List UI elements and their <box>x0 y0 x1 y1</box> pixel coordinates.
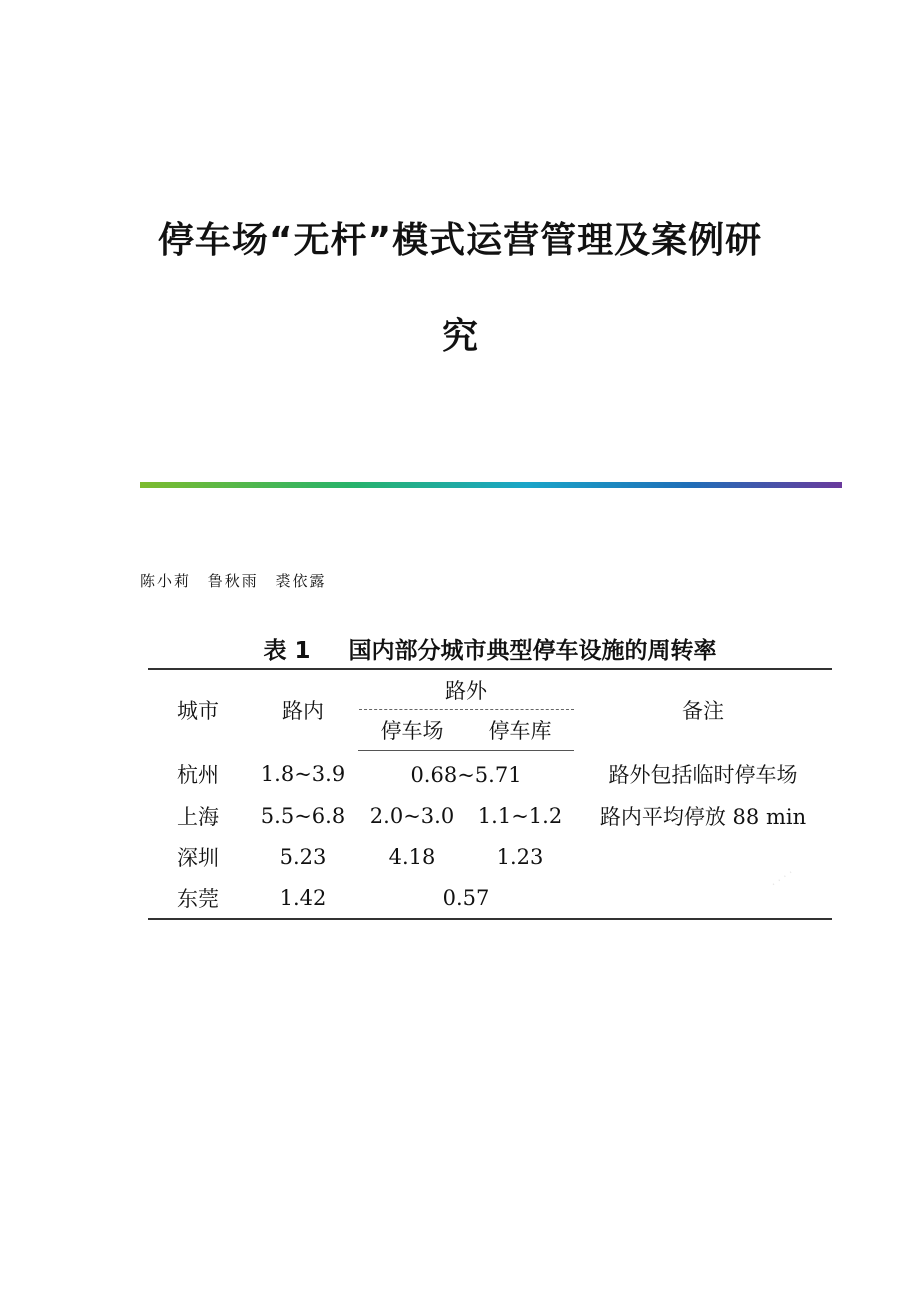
cell-on-street: 5.23 <box>279 844 327 869</box>
table-caption-text: 国内部分城市典型停车设施的周转率 <box>348 638 717 664</box>
cell-note: 路内平均停放 88 min <box>599 804 807 829</box>
cell-on-street: 1.42 <box>248 877 358 919</box>
cell-lot: 4.18 <box>388 844 436 869</box>
cell-garage: 1.23 <box>496 844 544 869</box>
cell-note: 路外包括临时停车场 <box>608 763 798 788</box>
title-line-1: 停车场“无杆”模式运营管理及案例研 <box>157 220 763 261</box>
table-row <box>148 795 832 836</box>
header-on-street: 路内 <box>248 669 358 751</box>
table-row <box>148 836 832 877</box>
table-caption-number: 表 1 <box>263 638 311 664</box>
cell-city: 杭州 <box>177 763 219 788</box>
header-off-street <box>358 669 574 710</box>
cell-garage: 1.1~1.2 <box>477 803 563 828</box>
cell-lot: 2.0~3.0 <box>369 803 455 828</box>
cell-on-street: 5.5~6.8 <box>260 803 346 828</box>
gradient-divider <box>140 482 842 488</box>
title-line-2: 究 <box>441 316 478 357</box>
header-city: 城市 <box>148 669 248 751</box>
cell-city: 深圳 <box>177 845 219 870</box>
cell-note <box>574 836 832 877</box>
cell-city: 东莞 <box>148 877 248 919</box>
header-lot: 停车场 <box>358 710 466 751</box>
cell-off-street: 0.68~5.71 <box>410 762 522 787</box>
cell-on-street: 1.8~3.9 <box>260 762 346 787</box>
cell-note <box>574 877 832 919</box>
cell-city: 上海 <box>177 804 219 829</box>
watermark: · · · · <box>768 866 796 891</box>
turnover-table <box>148 668 832 920</box>
document-title <box>0 205 920 373</box>
table-caption <box>148 632 832 665</box>
header-garage: 停车库 <box>466 710 574 751</box>
author-list: 陈小莉 鲁秋雨 裘依露 <box>140 572 327 590</box>
header-off-street-label: 路外 <box>359 675 574 710</box>
table-row <box>148 877 832 919</box>
cell-off-street: 0.57 <box>358 877 574 919</box>
header-note: 备注 <box>574 669 832 751</box>
table-row <box>148 751 832 796</box>
